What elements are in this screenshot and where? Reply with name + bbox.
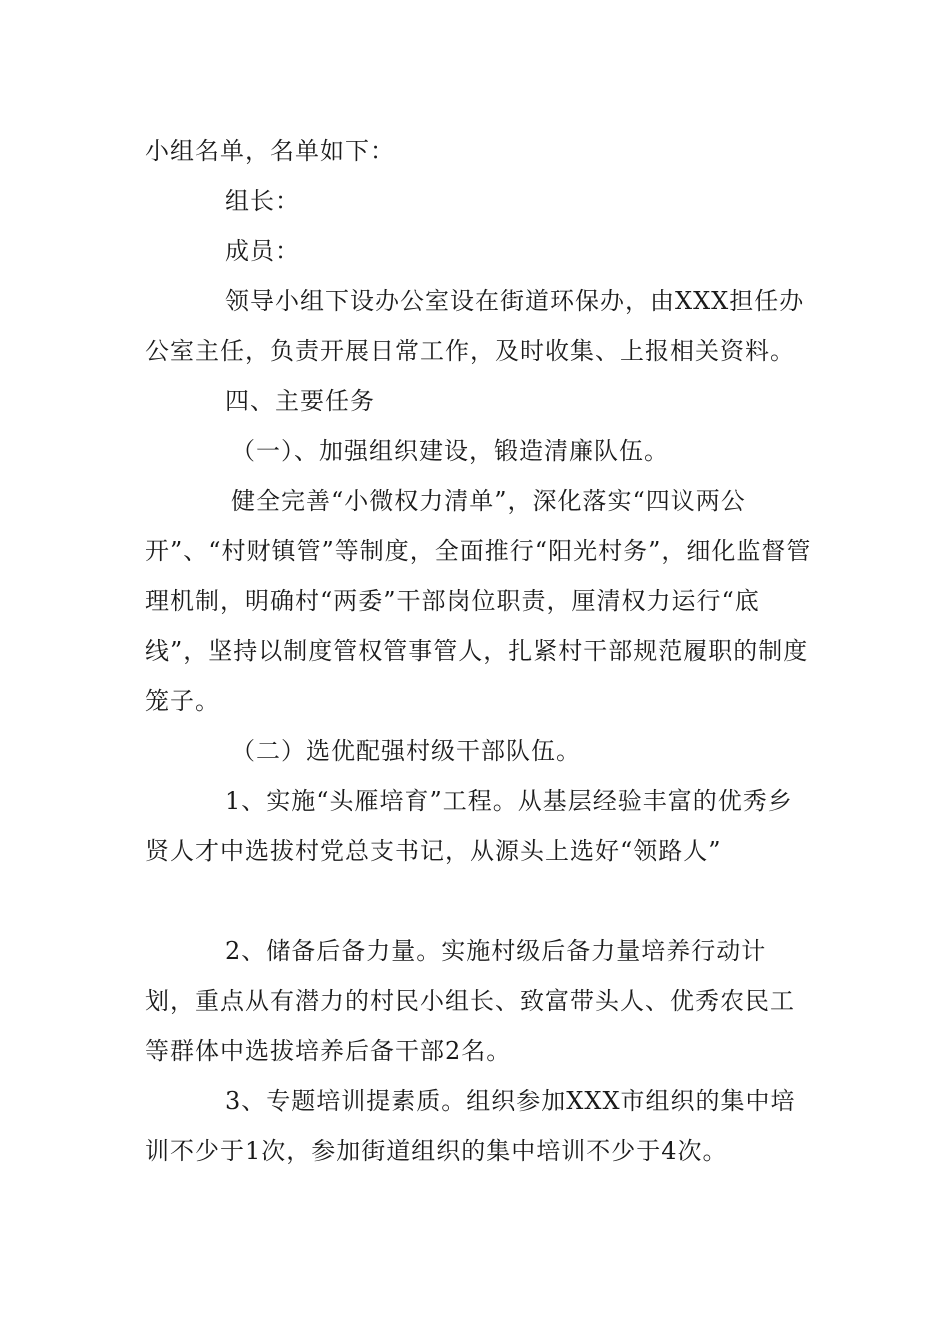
heading-main-tasks: 四、主要任务 <box>225 387 375 415</box>
paragraph-office-setup: 领导小组下设办公室设在街道环保办，由XXX担任办公室主任，负责开展日常工作，及时收集、上报相关资料。 <box>145 287 805 365</box>
paragraph-item-3: 3、专题培训提素质。组织参加XXX市组织的集中培训不少于1次，参加街道组织的集中培训不少于4次。 <box>145 1087 796 1165</box>
paragraph-power-list: 健全完善“小微权力清单”，深化落实“四议两公开”、“村财镇管”等制度，全面推行“阳光村务”，细化监督管理机制，明确村“两委”干部岗位职责，厘清权力运行“底线”，坚持以制度管权管事管人，扎紧村干部规范履职的制度笼子。 <box>145 487 812 715</box>
paragraph-members: 成员： <box>225 237 300 265</box>
paragraph-group-list-intro: 小组名单，名单如下： <box>145 137 395 165</box>
paragraph-group-leader: 组长： <box>225 187 300 215</box>
paragraph-gap <box>145 876 815 926</box>
paragraph-item-2: 2、储备后备力量。实施村级后备力量培养行动计划，重点从有潜力的村民小组长、致富带头人、优秀农民工等群体中选拔培养后备干部2名。 <box>145 937 795 1065</box>
paragraph-item-1: 1、实施“头雁培育”工程。从基层经验丰富的优秀乡贤人才中选拔村党总支书记，从源头上选好“领路人” <box>145 787 793 865</box>
subheading-cadre-team: （二）选优配强村级干部队伍。 <box>231 737 581 765</box>
subheading-organization: （一）、加强组织建设，锻造清廉队伍。 <box>231 437 669 465</box>
document-body <box>145 126 815 1176</box>
